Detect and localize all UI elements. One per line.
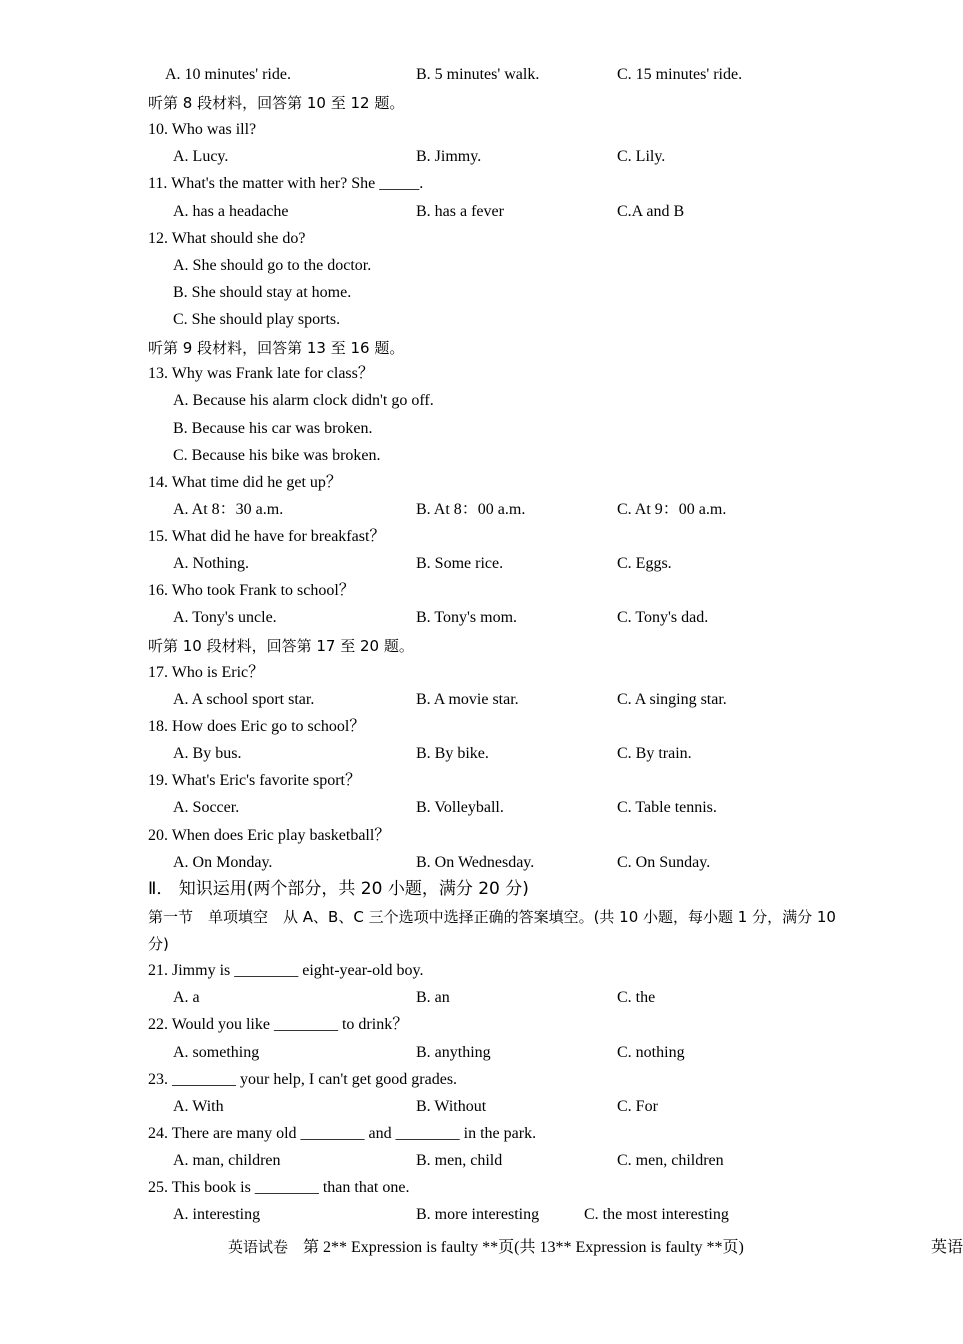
section-heading-9: 听第 9 段材料，回答第 13 至 16 题。: [148, 339, 405, 357]
q25-option-a: A. interesting: [173, 1206, 261, 1223]
q25-stem: 25. This book is ________ than that one.: [148, 1179, 410, 1196]
q21-option-b: B. an: [416, 989, 450, 1006]
q16-option-a: A. Tony's uncle.: [173, 609, 277, 626]
section-heading-8: 听第 8 段材料，回答第 10 至 12 题。: [148, 94, 405, 112]
q12-option-a: A. She should go to the doctor.: [173, 257, 372, 274]
q18-option-c: C. By train.: [617, 745, 692, 762]
q12-option-c: C. She should play sports.: [173, 311, 341, 328]
q22-option-a: A. something: [173, 1044, 260, 1061]
part2-section1-instructions-cont: 分): [148, 935, 169, 953]
q13-option-a: A. Because his alarm clock didn't go off.: [173, 392, 434, 409]
q11-stem: 11. What's the matter with her? She _____.: [148, 175, 424, 192]
page-footer: [228, 1237, 744, 1258]
q23-option-b: B. Without: [416, 1098, 487, 1115]
q14-stem: 14. What time did he get up？: [148, 474, 342, 491]
q10-option-b: B. Jimmy.: [416, 148, 482, 165]
q17-option-a: A. A school sport star.: [173, 691, 315, 708]
q23-option-a: A. With: [173, 1098, 224, 1115]
q15-option-c: C. Eggs.: [617, 555, 672, 572]
q14-option-c: C. At 9：00 a.m.: [617, 501, 727, 518]
q22-option-c: C. nothing: [617, 1044, 685, 1061]
q10-option-a: A. Lucy.: [173, 148, 229, 165]
q14-option-b: B. At 8：00 a.m.: [416, 501, 526, 518]
q17-option-b: B. A movie star.: [416, 691, 519, 708]
q15-option-a: A. Nothing.: [173, 555, 249, 572]
q20-option-a: A. On Monday.: [173, 854, 273, 871]
q11-option-c: C.A and B: [617, 203, 685, 220]
q20-option-b: B. On Wednesday.: [416, 854, 535, 871]
q11-option-a: A. has a headache: [173, 203, 289, 220]
q24-option-a: A. man, children: [173, 1152, 281, 1169]
q24-stem: 24. There are many old ________ and ________ in the park.: [148, 1125, 537, 1142]
q18-option-a: A. By bus.: [173, 745, 242, 762]
q21-option-a: A. a: [173, 989, 200, 1006]
section-heading-10: 听第 10 段材料，回答第 17 至 20 题。: [148, 637, 414, 655]
q10-stem: 10. Who was ill?: [148, 121, 257, 138]
q21-stem: 21. Jimmy is ________ eight-year-old boy.: [148, 962, 424, 979]
q18-option-b: B. By bike.: [416, 745, 489, 762]
q22-stem: 22. Would you like ________ to drink？: [148, 1016, 409, 1033]
q12-option-b: B. She should stay at home.: [173, 284, 352, 301]
footer-right-fragment: 英语: [931, 1237, 963, 1256]
q14-option-a: A. At 8：30 a.m.: [173, 501, 284, 518]
q13-stem: 13. Why was Frank late for class？: [148, 365, 374, 382]
q25-option-b: B. more interesting: [416, 1206, 540, 1223]
part2-section1-instructions: 第一节 单项填空 从 A、B、C 三个选项中选择正确的答案填空。(共 10 小题，每小题 1 分，满分 10: [148, 908, 836, 926]
q12-stem: 12. What should she do?: [148, 230, 306, 247]
q13-option-b: B. Because his car was broken.: [173, 420, 373, 437]
q9-option-a: A. 10 minutes' ride.: [165, 66, 291, 83]
q15-stem: 15. What did he have for breakfast？: [148, 528, 386, 545]
q23-stem: 23. ________ your help, I can't get good grades.: [148, 1071, 458, 1088]
q16-stem: 16. Who took Frank to school？: [148, 582, 355, 599]
q13-option-c: C. Because his bike was broken.: [173, 447, 381, 464]
q20-option-c: C. On Sunday.: [617, 854, 711, 871]
q17-option-c: C. A singing star.: [617, 691, 727, 708]
q24-option-c: C. men, children: [617, 1152, 724, 1169]
q24-option-b: B. men, child: [416, 1152, 503, 1169]
q20-stem: 20. When does Eric play basketball？: [148, 827, 391, 844]
q9-option-b: B. 5 minutes' walk.: [416, 66, 540, 83]
q23-option-c: C. For: [617, 1098, 658, 1115]
q15-option-b: B. Some rice.: [416, 555, 504, 572]
footer-prefix: 英语试卷: [228, 1238, 304, 1256]
q9-option-c: C. 15 minutes' ride.: [617, 66, 743, 83]
q10-option-c: C. Lily.: [617, 148, 666, 165]
q16-option-b: B. Tony's mom.: [416, 609, 518, 626]
q11-option-b: B. has a fever: [416, 203, 504, 220]
q16-option-c: C. Tony's dad.: [617, 609, 709, 626]
q18-stem: 18. How does Eric go to school？: [148, 718, 366, 735]
q19-option-a: A. Soccer.: [173, 799, 240, 816]
q19-stem: 19. What's Eric's favorite sport？: [148, 772, 361, 789]
q19-option-c: C. Table tennis.: [617, 799, 717, 816]
q17-stem: 17. Who is Eric？: [148, 664, 265, 681]
q22-option-b: B. anything: [416, 1044, 491, 1061]
q21-option-c: C. the: [617, 989, 656, 1006]
q19-option-b: B. Volleyball.: [416, 799, 504, 816]
q25-option-c: C. the most interesting: [584, 1206, 729, 1223]
footer-page-text: 第 2** Expression is faulty **页(共 13** Expression is faulty **页): [303, 1239, 744, 1256]
part2-title: Ⅱ． 知识运用(两个部分，共 20 小题，满分 20 分): [148, 879, 529, 899]
